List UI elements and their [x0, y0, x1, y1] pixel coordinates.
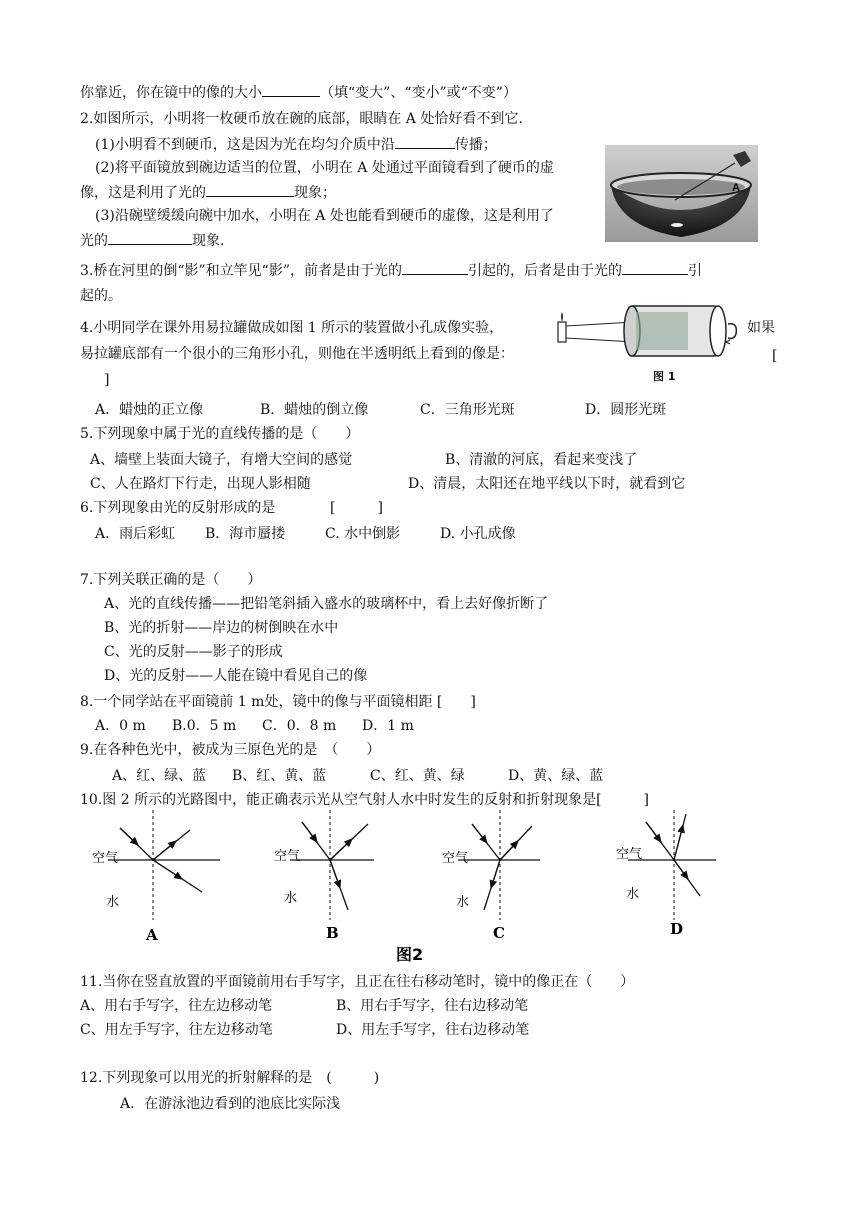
q8-option-a: A．0 m	[95, 718, 146, 734]
q4-option-d: D．圆形光斑	[585, 402, 667, 418]
diagram-c	[442, 810, 540, 942]
water-label-a: 水	[106, 895, 120, 910]
q6-option-b: B．海市蜃搂	[205, 526, 286, 542]
q8-option-b: B.0．5 m	[172, 718, 237, 734]
figure-2-light-paths	[80, 810, 760, 970]
q2-part3-pre: 光的	[80, 233, 108, 249]
q8-option-c: C．0．8 m	[262, 718, 337, 734]
q6-option-a: A．雨后彩虹	[95, 526, 176, 542]
q2-part1-pre: (1)小明看不到硬币，这是因为光在均匀介质中沿	[95, 137, 395, 153]
answer-blank[interactable]	[395, 134, 455, 149]
q6-stem: 6.下列现象由光的反射形成的是	[80, 500, 276, 516]
bowl-coin-figure	[605, 145, 758, 242]
q7-option-a: A、光的直线传播——把铅笔斜插入盛水的玻璃杯中，看上去好像折断了	[104, 596, 549, 612]
q2-part1	[95, 134, 497, 155]
q11-option-b: B、用右手写字，往右边移动笔	[336, 998, 529, 1014]
diagram-b	[274, 810, 374, 942]
answer-blank[interactable]	[206, 182, 294, 197]
q2-part2-pre: 像，这是利用了光的	[80, 185, 206, 201]
q4-line2: 易拉罐底部有一个很小的三角形小孔，则他在半透明纸上看到的像是：	[80, 346, 514, 362]
answer-blank[interactable]	[108, 230, 192, 245]
air-label-b: 空气	[274, 849, 301, 864]
q3-post: 引	[688, 263, 702, 279]
q5-option-c: C、人在路灯下行走，出现人影相随	[90, 476, 311, 492]
q4-line1-right: 如果	[747, 320, 775, 336]
q4-bracket-close: ]	[104, 372, 110, 388]
q4-bracket-open: [	[772, 348, 778, 364]
q11-option-a: A、用右手写字，往左边移动笔	[80, 998, 273, 1014]
answer-blank[interactable]	[262, 82, 320, 97]
q9-option-d: D、黄、绿、蓝	[508, 768, 604, 784]
q2-part2-line2	[80, 182, 336, 203]
q4-option-a: A．蜡烛的正立像	[95, 402, 204, 418]
q7-option-b: B、光的折射——岸边的树倒映在水中	[104, 620, 339, 636]
diagram-a-label: A	[146, 926, 158, 944]
q2-stem: 2.如图所示，小明将一枚硬币放在碗的底部，眼睛在 A 处恰好看不到它.	[80, 111, 523, 127]
point-a-label: A	[732, 182, 740, 194]
q9-option-c: C、红、黄、绿	[370, 768, 465, 784]
q8-option-d: D．1 m	[362, 718, 414, 734]
q11-option-c: C、用左手写字，往左边移动笔	[80, 1022, 273, 1038]
diagram-d-label: D	[670, 920, 684, 938]
q12-stem: 12.下列现象可以用光的折射解释的是 ( )	[80, 1070, 380, 1086]
q9-option-b: B、红、黄、蓝	[232, 768, 327, 784]
q6-option-c: C. 水中倒影	[325, 526, 401, 542]
q7-option-c: C、光的反射——影子的形成	[104, 644, 283, 660]
q3-line1	[80, 260, 702, 281]
q2-part2-post: 现象；	[294, 185, 336, 201]
water-label-c: 水	[456, 895, 470, 910]
q1-text-pre: 你靠近，你在镜中的像的大小	[80, 85, 262, 101]
diagram-c-label: C	[493, 924, 505, 942]
answer-blank[interactable]	[622, 260, 688, 275]
air-label-a: 空气	[92, 851, 119, 866]
q3-pre: 3.桥在河里的倒“影”和立竿见“影”，前者是由于光的	[80, 263, 402, 279]
q12-option-a: A．在游泳池边看到的池底比实际浅	[120, 1096, 341, 1112]
water-label-b: 水	[284, 891, 298, 906]
q2-part3-line2	[80, 230, 224, 251]
q11-stem: 11.当你在竖直放置的平面镜前用右手写字，且正在往右移动笔时，镜中的像正在（ ）	[80, 974, 635, 990]
q7-option-d: D、光的反射——人能在镜中看见自己的像	[104, 668, 368, 684]
q2-part1-post: 传播；	[454, 137, 497, 153]
diagram-d	[616, 810, 716, 938]
figure-1-caption: 图 1	[653, 370, 676, 383]
q5-option-b: B、清澈的河底，看起来变浅了	[445, 452, 638, 468]
q4-option-b: B．蜡烛的倒立像	[260, 402, 369, 418]
q9-option-a: A、红、绿、蓝	[112, 768, 207, 784]
q2-part3-post: 现象.	[192, 233, 225, 249]
figure-2-caption: 图2	[396, 945, 424, 964]
q9-stem: 9.在各种色光中，被成为三原色光的是 （ ）	[80, 742, 381, 758]
diagram-a	[92, 810, 220, 944]
q6-bracket: [ ]	[330, 500, 383, 516]
air-label-d: 空气	[616, 847, 643, 862]
air-label-c: 空气	[442, 851, 469, 866]
answer-blank[interactable]	[402, 260, 468, 275]
q8-stem: 8.一个同学站在平面镜前 1 m处，镜中的像与平面镜相距 [ ]	[80, 694, 476, 710]
q5-stem: 5.下列现象中属于光的直线传播的是（ ）	[80, 426, 360, 442]
diagram-b-label: B	[326, 924, 339, 942]
q5-option-a: A、墙壁上装面大镜子，有增大空间的感觉	[90, 452, 353, 468]
q5-option-d: D、清晨，太阳还在地平线以下时，就看到它	[408, 476, 686, 492]
q4-option-c: C．三角形光斑	[420, 402, 515, 418]
q3-line2: 起的。	[80, 288, 122, 304]
q2-part3-line1: (3)沿碗壁缓缓向碗中加水，小明在 A 处也能看到硬币的虚像，这是利用了	[95, 208, 554, 224]
q1-text-post: （填“变大”、“变小”或“不变”）	[320, 85, 517, 101]
q1-tail-line	[80, 82, 517, 103]
q2-part2-line1: (2)将平面镜放到碗边适当的位置，小明在 A 处通过平面镜看到了硬币的虚	[95, 160, 554, 176]
q6-option-d: D. 小孔成像	[440, 526, 516, 542]
q7-stem: 7.下列关联正确的是（ ）	[80, 572, 262, 588]
q10-stem: 10.图 2 所示的光路图中，能正确表示光从空气射人水中时发生的反射和折射现象是[ ]	[80, 792, 649, 808]
pinhole-can-figure	[552, 300, 742, 362]
q4-line1: 4.小明同学在课外用易拉罐做成如图 1 所示的装置做小孔成像实验，	[80, 320, 504, 336]
q3-mid: 引起的，后者是由于光的	[468, 263, 622, 279]
water-label-d: 水	[626, 887, 640, 902]
q11-option-d: D、用左手写字，往右边移动笔	[336, 1022, 530, 1038]
